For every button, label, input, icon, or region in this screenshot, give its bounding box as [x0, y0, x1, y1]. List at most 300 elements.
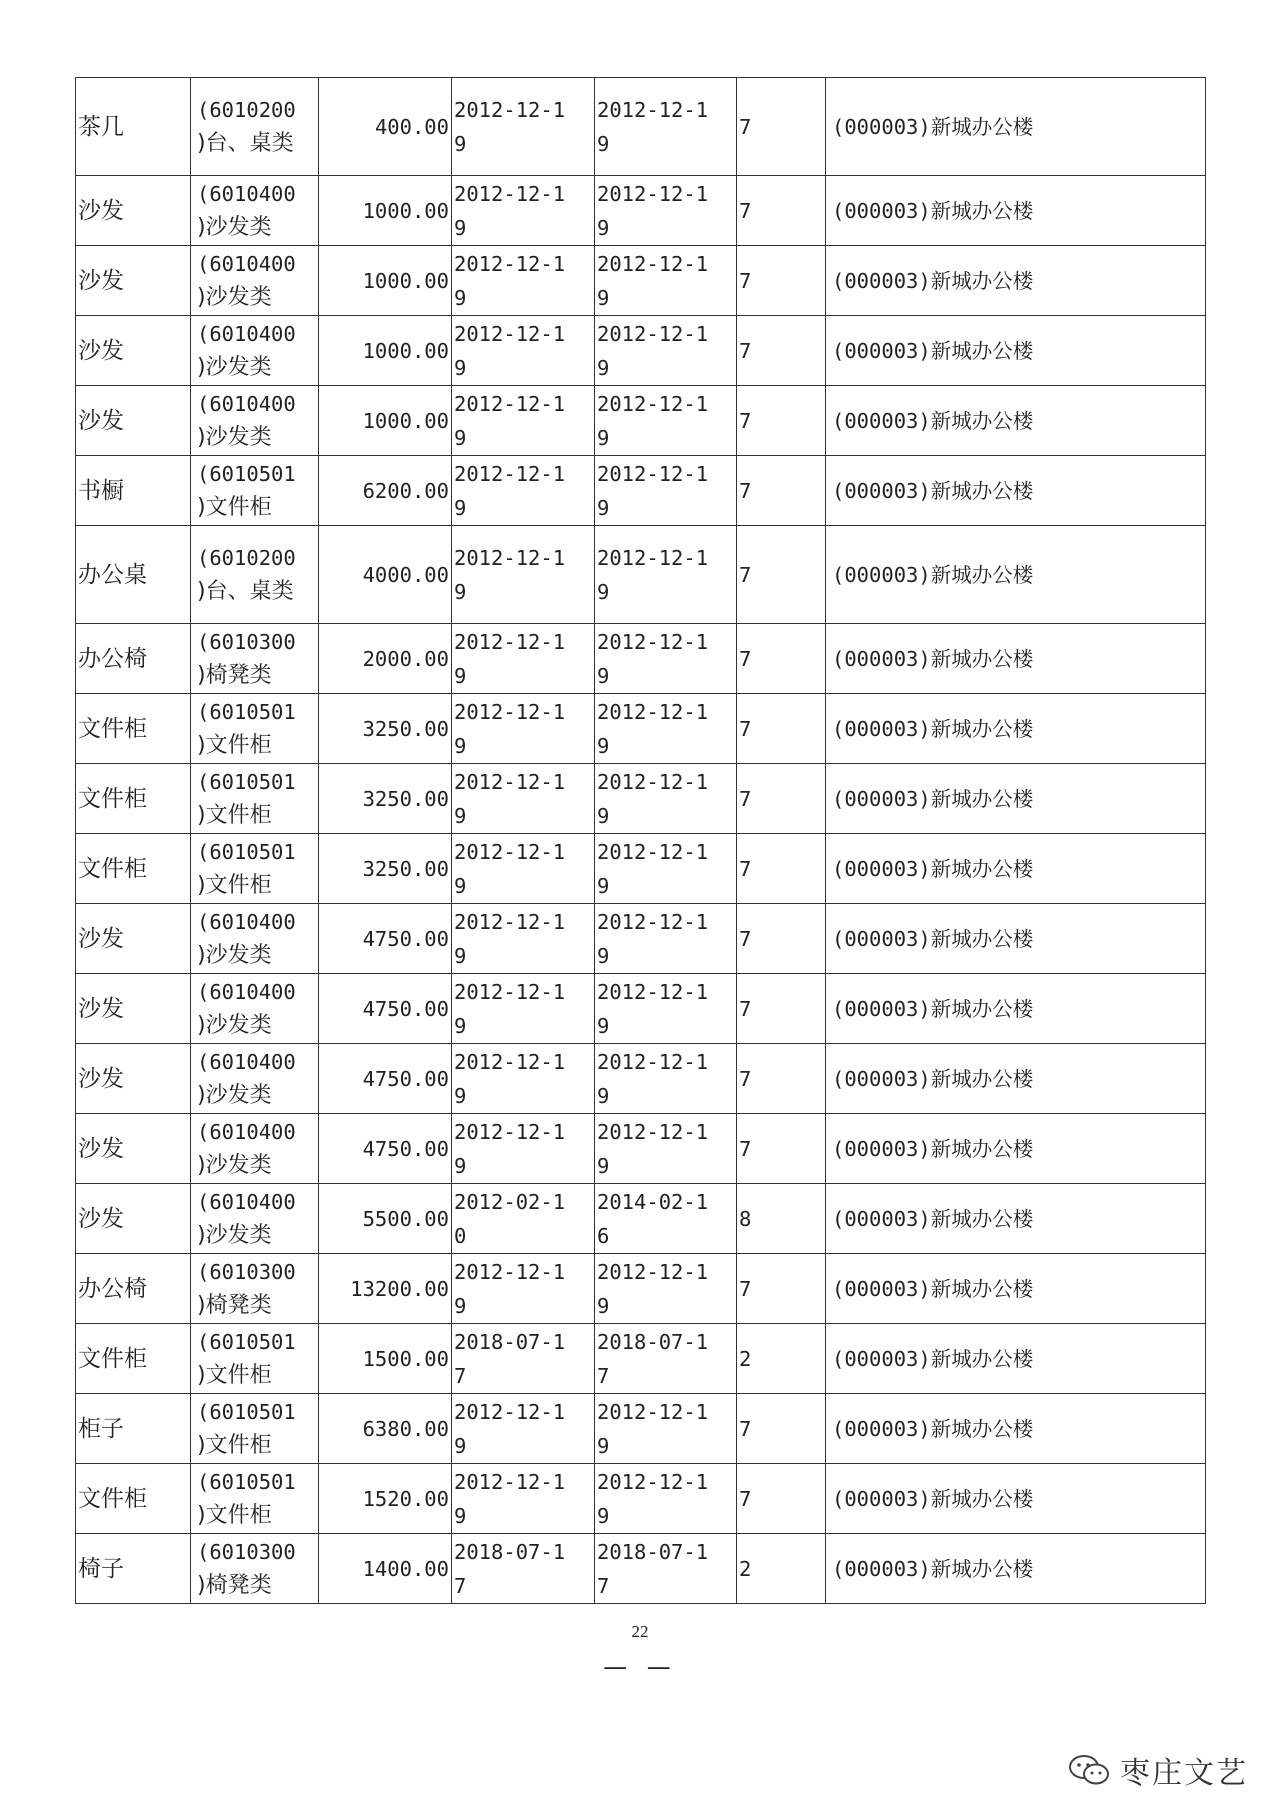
category-cell [191, 1394, 319, 1464]
asset-name-cell [76, 246, 191, 316]
amount-cell [319, 834, 452, 904]
amount: 1000.00 [362, 408, 449, 433]
location-cell [826, 1184, 1206, 1254]
category-cell [191, 694, 319, 764]
asset-name: 沙发 [78, 407, 124, 434]
category-name: )沙发类 [197, 424, 272, 450]
years: 7 [739, 646, 752, 671]
years: 7 [739, 1276, 752, 1301]
acquire-date-part2: 9 [454, 495, 467, 520]
record-date-part2: 6 [597, 1223, 610, 1248]
record-date-part2: 9 [597, 733, 610, 758]
record-date-cell [595, 456, 737, 526]
acquire-date-part1: 2012-12-1 [454, 909, 566, 934]
asset-name-cell [76, 1184, 191, 1254]
record-date-cell [595, 386, 737, 456]
record-date-cell [595, 1394, 737, 1464]
years-cell [737, 78, 826, 176]
asset-table-body [76, 78, 1206, 1604]
acquire-date-cell [452, 624, 595, 694]
record-date-part2: 9 [597, 131, 610, 156]
record-date-part1: 2012-12-1 [597, 769, 709, 794]
acquire-date-part2: 9 [454, 943, 467, 968]
category-name: )沙发类 [197, 214, 272, 240]
table-row [76, 624, 1206, 694]
amount-cell [319, 1534, 452, 1604]
acquire-date-part1: 2012-12-1 [454, 461, 566, 486]
asset-name-cell [76, 386, 191, 456]
acquire-date-part2: 9 [454, 1013, 467, 1038]
record-date-part2: 9 [597, 943, 610, 968]
record-date-part1: 2012-12-1 [597, 251, 709, 276]
asset-name: 沙发 [78, 1205, 124, 1232]
category-code: (6010400 [197, 909, 296, 934]
asset-name-cell [76, 78, 191, 176]
location-cell [826, 694, 1206, 764]
table-row [76, 1114, 1206, 1184]
amount: 1500.00 [362, 1346, 449, 1371]
record-date-part1: 2012-12-1 [597, 181, 709, 206]
category-name: )椅凳类 [197, 1572, 272, 1598]
acquire-date-part1: 2012-12-1 [454, 1469, 566, 1494]
acquire-date-cell [452, 78, 595, 176]
amount: 6380.00 [362, 1416, 449, 1441]
record-date-part2: 7 [597, 1363, 610, 1388]
amount: 13200.00 [350, 1276, 449, 1301]
years: 7 [739, 408, 752, 433]
amount: 1520.00 [362, 1486, 449, 1511]
asset-name: 文件柜 [78, 1485, 147, 1512]
record-date-part2: 9 [597, 1153, 610, 1178]
page-dashes: — — [603, 1653, 677, 1681]
record-date-part2: 7 [597, 1573, 610, 1598]
location-cell [826, 176, 1206, 246]
record-date-part2: 9 [597, 1013, 610, 1038]
location-cell [826, 1114, 1206, 1184]
table-row [76, 1394, 1206, 1464]
asset-name-cell [76, 526, 191, 624]
record-date-part1: 2012-12-1 [597, 391, 709, 416]
amount-cell [319, 316, 452, 386]
category-name: )沙发类 [197, 1152, 272, 1178]
acquire-date-part1: 2018-07-1 [454, 1329, 566, 1354]
category-name: )文件柜 [197, 1502, 272, 1528]
asset-name: 沙发 [78, 995, 124, 1022]
record-date-part2: 9 [597, 1293, 610, 1318]
amount: 4750.00 [362, 1136, 449, 1161]
category-cell [191, 526, 319, 624]
acquire-date-part1: 2012-12-1 [454, 321, 566, 346]
location: (000003)新城办公楼 [832, 786, 1034, 811]
amount: 1000.00 [362, 338, 449, 363]
category-cell [191, 1254, 319, 1324]
location: (000003)新城办公楼 [832, 114, 1034, 139]
table-row [76, 1254, 1206, 1324]
record-date-part2: 9 [597, 1503, 610, 1528]
location: (000003)新城办公楼 [832, 1346, 1034, 1371]
wechat-icon [1068, 1754, 1110, 1786]
amount-cell [319, 246, 452, 316]
asset-name-cell [76, 1044, 191, 1114]
asset-name: 办公桌 [78, 561, 147, 588]
location: (000003)新城办公楼 [832, 478, 1034, 503]
category-cell [191, 624, 319, 694]
acquire-date-part1: 2012-12-1 [454, 1399, 566, 1424]
record-date-part1: 2012-12-1 [597, 1469, 709, 1494]
years-cell [737, 694, 826, 764]
location: (000003)新城办公楼 [832, 646, 1034, 671]
amount-cell [319, 1254, 452, 1324]
amount-cell [319, 694, 452, 764]
category-code: (6010501 [197, 461, 296, 486]
category-name: )文件柜 [197, 872, 272, 898]
location-cell [826, 1324, 1206, 1394]
acquire-date-part1: 2012-12-1 [454, 1119, 566, 1144]
acquire-date-part1: 2012-12-1 [454, 979, 566, 1004]
category-name: )沙发类 [197, 354, 272, 380]
asset-name-cell [76, 456, 191, 526]
acquire-date-part1: 2012-12-1 [454, 181, 566, 206]
location: (000003)新城办公楼 [832, 1206, 1034, 1231]
page-number: 22 [631, 1622, 649, 1641]
category-code: (6010400 [197, 391, 296, 416]
category-code: (6010501 [197, 769, 296, 794]
acquire-date-cell [452, 1114, 595, 1184]
acquire-date-part1: 2012-12-1 [454, 251, 566, 276]
category-code: (6010501 [197, 1329, 296, 1354]
acquire-date-part2: 9 [454, 579, 467, 604]
acquire-date-part2: 9 [454, 873, 467, 898]
acquire-date-part2: 7 [454, 1573, 467, 1598]
location: (000003)新城办公楼 [832, 1416, 1034, 1441]
years: 7 [739, 478, 752, 503]
table-row [76, 1184, 1206, 1254]
acquire-date-part1: 2012-02-1 [454, 1189, 566, 1214]
category-cell [191, 1324, 319, 1394]
table-row [76, 1534, 1206, 1604]
years: 7 [739, 1066, 752, 1091]
record-date-part1: 2012-12-1 [597, 97, 709, 122]
record-date-cell [595, 1534, 737, 1604]
record-date-cell [595, 1184, 737, 1254]
category-name: )文件柜 [197, 494, 272, 520]
location: (000003)新城办公楼 [832, 1136, 1034, 1161]
years-cell [737, 1184, 826, 1254]
location: (000003)新城办公楼 [832, 268, 1034, 293]
category-code: (6010200 [197, 97, 296, 122]
record-date-part2: 9 [597, 873, 610, 898]
acquire-date-cell [452, 1464, 595, 1534]
record-date-part1: 2012-12-1 [597, 1049, 709, 1074]
asset-name: 文件柜 [78, 785, 147, 812]
table-row [76, 386, 1206, 456]
table-row [76, 1464, 1206, 1534]
years-cell [737, 1534, 826, 1604]
amount: 4000.00 [362, 562, 449, 587]
category-cell [191, 1184, 319, 1254]
years: 7 [739, 856, 752, 881]
category-cell [191, 316, 319, 386]
asset-name-cell [76, 316, 191, 386]
acquire-date-part1: 2012-12-1 [454, 391, 566, 416]
asset-name-cell [76, 834, 191, 904]
acquire-date-cell [452, 904, 595, 974]
record-date-cell [595, 904, 737, 974]
record-date-cell [595, 316, 737, 386]
record-date-part1: 2012-12-1 [597, 1259, 709, 1284]
location-cell [826, 624, 1206, 694]
category-cell [191, 1534, 319, 1604]
location: (000003)新城办公楼 [832, 996, 1034, 1021]
location-cell [826, 974, 1206, 1044]
location: (000003)新城办公楼 [832, 716, 1034, 741]
acquire-date-part2: 0 [454, 1223, 467, 1248]
category-cell [191, 1114, 319, 1184]
years-cell [737, 526, 826, 624]
record-date-cell [595, 1254, 737, 1324]
table-row [76, 316, 1206, 386]
years-cell [737, 1254, 826, 1324]
asset-name-cell [76, 974, 191, 1044]
category-name: )沙发类 [197, 1222, 272, 1248]
amount: 4750.00 [362, 926, 449, 951]
category-cell [191, 904, 319, 974]
acquire-date-cell [452, 834, 595, 904]
acquire-date-cell [452, 764, 595, 834]
amount-cell [319, 1114, 452, 1184]
category-code: (6010501 [197, 699, 296, 724]
asset-name-cell [76, 1534, 191, 1604]
location: (000003)新城办公楼 [832, 198, 1034, 223]
record-date-part1: 2012-12-1 [597, 545, 709, 570]
amount: 4750.00 [362, 1066, 449, 1091]
years: 7 [739, 114, 752, 139]
location-cell [826, 834, 1206, 904]
location: (000003)新城办公楼 [832, 856, 1034, 881]
record-date-part2: 9 [597, 803, 610, 828]
asset-name: 椅子 [78, 1555, 124, 1582]
acquire-date-part1: 2018-07-1 [454, 1539, 566, 1564]
category-code: (6010400 [197, 251, 296, 276]
amount: 400.00 [374, 114, 449, 139]
category-name: )文件柜 [197, 1432, 272, 1458]
category-name: )沙发类 [197, 284, 272, 310]
years: 7 [739, 786, 752, 811]
amount: 6200.00 [362, 478, 449, 503]
acquire-date-cell [452, 456, 595, 526]
record-date-part1: 2012-12-1 [597, 979, 709, 1004]
amount-cell [319, 1464, 452, 1534]
category-code: (6010400 [197, 1119, 296, 1144]
amount-cell [319, 1394, 452, 1464]
location-cell [826, 1464, 1206, 1534]
amount: 1400.00 [362, 1556, 449, 1581]
location-cell [826, 386, 1206, 456]
category-code: (6010501 [197, 1469, 296, 1494]
category-name: )沙发类 [197, 1082, 272, 1108]
location-cell [826, 1394, 1206, 1464]
location: (000003)新城办公楼 [832, 1276, 1034, 1301]
years-cell [737, 1394, 826, 1464]
acquire-date-part2: 9 [454, 1153, 467, 1178]
years-cell [737, 904, 826, 974]
years: 7 [739, 338, 752, 363]
record-date-part1: 2012-12-1 [597, 629, 709, 654]
table-row [76, 78, 1206, 176]
table-row [76, 764, 1206, 834]
amount-cell [319, 526, 452, 624]
amount: 1000.00 [362, 268, 449, 293]
category-code: (6010501 [197, 839, 296, 864]
location: (000003)新城办公楼 [832, 338, 1034, 363]
category-name: )沙发类 [197, 1012, 272, 1038]
record-date-cell [595, 176, 737, 246]
category-cell [191, 1464, 319, 1534]
record-date-cell [595, 78, 737, 176]
acquire-date-part2: 9 [454, 803, 467, 828]
category-cell [191, 764, 319, 834]
record-date-cell [595, 694, 737, 764]
acquire-date-part1: 2012-12-1 [454, 629, 566, 654]
category-code: (6010400 [197, 1189, 296, 1214]
acquire-date-part1: 2012-12-1 [454, 1259, 566, 1284]
category-code: (6010400 [197, 321, 296, 346]
record-date-part2: 9 [597, 285, 610, 310]
amount-cell [319, 1044, 452, 1114]
record-date-part1: 2012-12-1 [597, 461, 709, 486]
years-cell [737, 1044, 826, 1114]
asset-name: 书橱 [78, 477, 124, 504]
record-date-part1: 2012-12-1 [597, 839, 709, 864]
location: (000003)新城办公楼 [832, 408, 1034, 433]
acquire-date-cell [452, 1254, 595, 1324]
years-cell [737, 624, 826, 694]
years: 7 [739, 996, 752, 1021]
asset-name: 办公椅 [78, 1275, 147, 1302]
amount-cell [319, 764, 452, 834]
asset-table [75, 77, 1206, 1604]
location-cell [826, 78, 1206, 176]
asset-name-cell [76, 1324, 191, 1394]
category-name: )台、桌类 [197, 578, 294, 604]
category-code: (6010300 [197, 1539, 296, 1564]
record-date-part1: 2012-12-1 [597, 1119, 709, 1144]
acquire-date-part1: 2012-12-1 [454, 699, 566, 724]
acquire-date-part2: 9 [454, 285, 467, 310]
category-code: (6010300 [197, 629, 296, 654]
location-cell [826, 1044, 1206, 1114]
watermark [1068, 1748, 1248, 1792]
acquire-date-cell [452, 316, 595, 386]
category-name: )文件柜 [197, 1362, 272, 1388]
table-row [76, 904, 1206, 974]
asset-name-cell [76, 764, 191, 834]
acquire-date-cell [452, 246, 595, 316]
amount-cell [319, 624, 452, 694]
years: 8 [739, 1206, 752, 1231]
acquire-date-part2: 9 [454, 425, 467, 450]
acquire-date-part2: 9 [454, 215, 467, 240]
location-cell [826, 764, 1206, 834]
record-date-cell [595, 974, 737, 1044]
record-date-part2: 9 [597, 663, 610, 688]
category-name: )文件柜 [197, 802, 272, 828]
asset-name-cell [76, 1394, 191, 1464]
asset-name: 沙发 [78, 197, 124, 224]
location-cell [826, 456, 1206, 526]
record-date-part2: 9 [597, 495, 610, 520]
amount: 2000.00 [362, 646, 449, 671]
years-cell [737, 834, 826, 904]
years-cell [737, 764, 826, 834]
amount-cell [319, 1184, 452, 1254]
years: 7 [739, 268, 752, 293]
record-date-part1: 2018-07-1 [597, 1539, 709, 1564]
record-date-part1: 2014-02-1 [597, 1189, 709, 1214]
table-row [76, 694, 1206, 764]
table-row [76, 176, 1206, 246]
location-cell [826, 1254, 1206, 1324]
record-date-cell [595, 1324, 737, 1394]
years: 7 [739, 562, 752, 587]
asset-name-cell [76, 1114, 191, 1184]
years-cell [737, 1114, 826, 1184]
years-cell [737, 1464, 826, 1534]
asset-name-cell [76, 1254, 191, 1324]
location: (000003)新城办公楼 [832, 1486, 1034, 1511]
category-name: )椅凳类 [197, 662, 272, 688]
category-code: (6010200 [197, 545, 296, 570]
acquire-date-part1: 2012-12-1 [454, 545, 566, 570]
acquire-date-part2: 9 [454, 1503, 467, 1528]
record-date-part1: 2012-12-1 [597, 321, 709, 346]
acquire-date-part2: 9 [454, 131, 467, 156]
record-date-part2: 9 [597, 425, 610, 450]
amount: 5500.00 [362, 1206, 449, 1231]
asset-name-cell [76, 904, 191, 974]
category-cell [191, 246, 319, 316]
years-cell [737, 316, 826, 386]
category-code: (6010501 [197, 1399, 296, 1424]
amount: 1000.00 [362, 198, 449, 223]
amount: 3250.00 [362, 716, 449, 741]
record-date-part2: 9 [597, 1433, 610, 1458]
category-name: )沙发类 [197, 942, 272, 968]
record-date-part1: 2012-12-1 [597, 909, 709, 934]
acquire-date-part2: 7 [454, 1363, 467, 1388]
record-date-cell [595, 526, 737, 624]
acquire-date-cell [452, 176, 595, 246]
acquire-date-part1: 2012-12-1 [454, 1049, 566, 1074]
location-cell [826, 1534, 1206, 1604]
amount: 3250.00 [362, 786, 449, 811]
years-cell [737, 974, 826, 1044]
record-date-cell [595, 246, 737, 316]
record-date-cell [595, 764, 737, 834]
amount: 3250.00 [362, 856, 449, 881]
asset-name-cell [76, 694, 191, 764]
acquire-date-cell [452, 1184, 595, 1254]
record-date-cell [595, 1044, 737, 1114]
asset-name: 沙发 [78, 267, 124, 294]
category-name: )文件柜 [197, 732, 272, 758]
table-row [76, 974, 1206, 1044]
years: 7 [739, 198, 752, 223]
record-date-cell [595, 624, 737, 694]
location: (000003)新城办公楼 [832, 562, 1034, 587]
record-date-part2: 9 [597, 579, 610, 604]
table-row [76, 246, 1206, 316]
